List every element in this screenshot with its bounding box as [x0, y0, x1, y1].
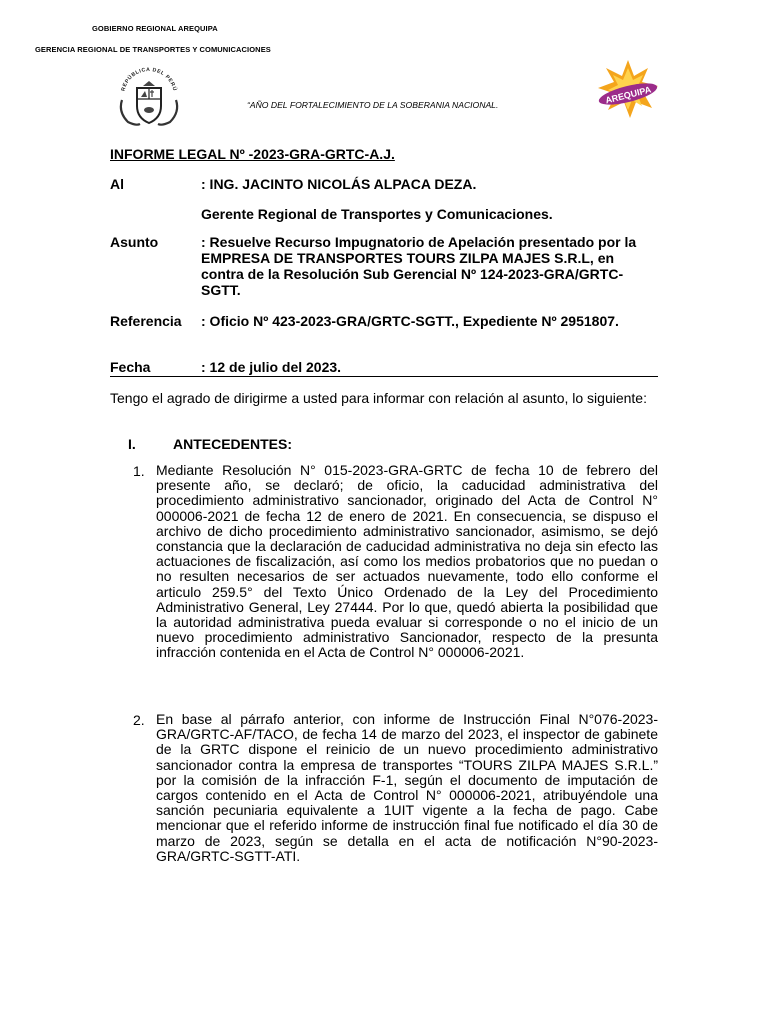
peru-coat-of-arms-seal [116, 66, 182, 128]
fecha-label: Fecha [110, 359, 151, 375]
section-title: ANTECEDENTES: [173, 436, 293, 452]
fecha-value: : 12 de julio del 2023. [201, 359, 342, 375]
header-department: GERENCIA REGIONAL DE TRANSPORTES Y COMUNICACIONES [35, 45, 271, 54]
header-org: GOBIERNO REGIONAL AREQUIPA [92, 24, 218, 33]
al-name: : ING. JACINTO NICOLÁS ALPACA DEZA. [201, 176, 477, 192]
intro-paragraph: Tengo el agrado de dirigirme a usted para informar con relación al asunto, lo siguiente: [110, 390, 647, 406]
item-number: 2. [133, 712, 145, 728]
item-number: 1. [133, 463, 145, 479]
list-item: En base al párrafo anterior, con informe de Instrucción Final N°076-2023-GRA/GRTC-AF/TACO, de fecha 14 de marzo del 2023, el inspector de gabinete de la GRTC dispone el reinicio de un nuevo procedimiento administrativo sancionador contra la empresa de transportes “TOURS ZILPA MAJES S.R.L.” por la comisión de la infracción F-1, según el documento de imputación de cargos contenido en el Acta de Control N° 000006-2021, atribuyéndole una sanción pecuniaria equivalente a 1UIT vigente a la fecha de pago. Cabe mencionar que el referido informe de instrucción final fue notificado el día 30 de marzo de 2023, según se detalla en el acta de notificación N°90-2023-GRA/GRTC-SGTT-ATI. [156, 711, 658, 864]
referencia-value: : Oficio Nº 423-2023-GRA/GRTC-SGTT., Expediente Nº 2951807. [201, 313, 619, 329]
arequipa-logo [592, 60, 664, 122]
header-divider [110, 376, 658, 377]
al-label: Al [110, 176, 124, 192]
referencia-label: Referencia [110, 313, 182, 329]
asunto-label: Asunto [110, 234, 159, 250]
asunto-value: : Resuelve Recurso Impugnatorio de Apelación presentado por la EMPRESA DE TRANSPORTES TOURS ZILPA MAJES S.R.L, en contra de la Resolución Sub Gerencial Nº 124-2023-GRA/GRTC-SGTT. [201, 234, 637, 298]
al-role: Gerente Regional de Transportes y Comunicaciones. [201, 206, 553, 222]
motto-text: “AÑO DEL FORTALECIMIENTO DE LA SOBERANIA NACIONAL. [247, 100, 499, 110]
report-title: INFORME LEGAL Nº -2023-GRA-GRTC-A.J. [110, 146, 395, 162]
section-number: I. [128, 436, 136, 452]
svg-text:AREQUIPA: AREQUIPA [604, 84, 653, 106]
list-item: Mediante Resolución N° 015-2023-GRA-GRTC de fecha 10 de febrero del presente año, se declaró; de oficio, la caducidad administrativa del procedimiento administrativo sancionador, originado del Acta de Control N° 000006-2021 de fecha 12 de enero de 2021. En consecuencia, se dispuso el archivo de dicho procedimiento administrativo sancionador, asimismo, se dejó constancia que la declaración de caducidad administrativa no deja sin efecto las actuaciones de fiscalización, así como los medios probatorios que no puedan o no resulten necesarios de ser actuados nuevamente, todo ello conforme el articulo 259.5° del Texto Único Ordenado de la Ley del Procedimiento Administrativo General, Ley 27444. Por lo que, quedó abierta la posibilidad que la autoridad administrativa pueda evaluar si corresponde o no el inicio de un nuevo procedimiento administrativo Sancionador, respecto de la presunta infracción contenida en el Acta de Control N° 000006-2021. [156, 462, 658, 661]
svg-text:REPÚBLICA DEL PERÚ: REPÚBLICA DEL PERÚ [120, 66, 178, 92]
